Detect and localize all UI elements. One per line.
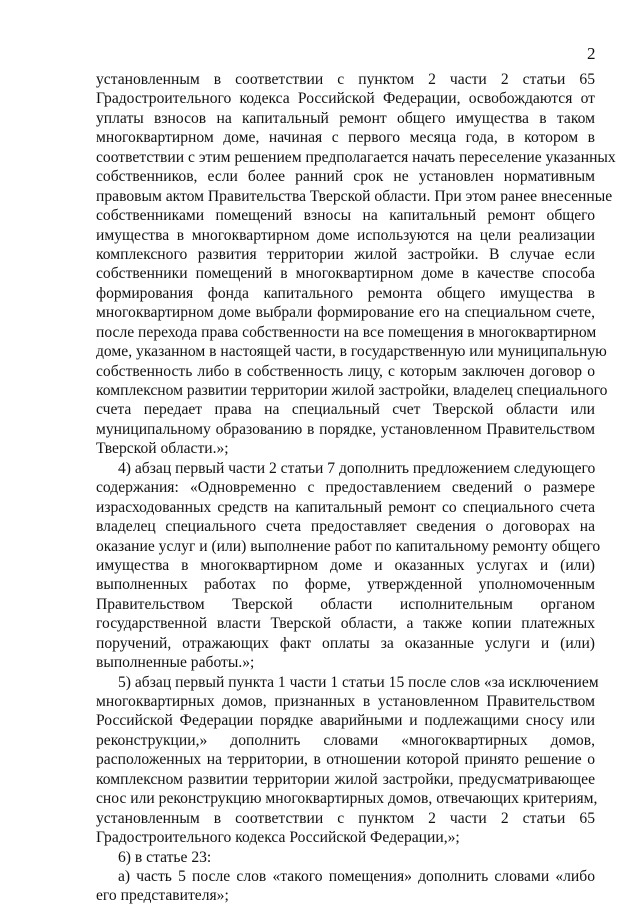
text-line: Градостроительного кодекса Российской Федерации,»; bbox=[96, 829, 460, 847]
text-line: Градостроительного кодекса Российской Федерации, освобождаются от bbox=[96, 90, 595, 108]
text-line: содержания: «Одновременно с предоставлением сведений о размере bbox=[96, 479, 595, 497]
text-line: израсходованных средств на капитальный ремонт со специального счета bbox=[96, 498, 595, 516]
text-line: владелец специального счета предоставляет сведения о договорах на bbox=[96, 518, 595, 536]
text-line: оказание услуг и (или) выполнение работ по капитальному ремонту общего bbox=[96, 537, 601, 555]
text-line: собственниками помещений взносы на капитальный ремонт общего bbox=[96, 207, 595, 225]
text-line: собственники помещений в многоквартирном доме в качестве способа bbox=[96, 265, 595, 283]
text-line: установленным в соответствии с пунктом 2 части 2 статьи 65 bbox=[96, 809, 595, 827]
text-line: формирования фонда капитального ремонта общего имущества в bbox=[96, 284, 595, 302]
document-body bbox=[96, 70, 616, 906]
text-line: снос или реконструкцию многоквартирных домов, отвечающих критериям, bbox=[96, 790, 598, 808]
text-line: поручений, отражающих факт оплаты за оказанные услуги и (или) bbox=[96, 634, 595, 652]
text-line: соответствии с этим решением предполагается начать переселение указанных bbox=[96, 148, 616, 166]
text-line: а) часть 5 после слов «такого помещения» дополнить словами «либо bbox=[118, 867, 595, 885]
text-line: реконструкции,» дополнить словами «многоквартирных домов, bbox=[96, 731, 595, 749]
text-line: 6) в статье 23: bbox=[118, 848, 212, 866]
text-line: многоквартирном доме, начиная с первого месяца года, в котором в bbox=[96, 129, 595, 147]
text-line: многоквартирных домов, признанных в установленном Правительством bbox=[96, 693, 595, 710]
text-line: выполненные работы.»; bbox=[96, 654, 255, 672]
text-line: расположенных на территории, в отношении которой принято решение о bbox=[96, 751, 595, 769]
text-line: уплаты взносов на капитальный ремонт общего имущества в таком bbox=[96, 109, 595, 127]
text-line: доме, указанном в настоящей части, в государственную или муниципальную bbox=[96, 343, 607, 361]
text-line: его представителя»; bbox=[96, 887, 229, 905]
page-number: 2 bbox=[587, 44, 596, 63]
text-line: Правительством Тверской области исполнительным органом bbox=[96, 595, 595, 613]
text-line: счета передает права на специальный счет Тверской области или bbox=[96, 401, 595, 419]
text-line: 5) абзац первый пункта 1 части 1 статьи 15 после слов «за исключением bbox=[118, 673, 599, 691]
text-line: муниципальному образованию в порядке, установленном Правительством bbox=[96, 420, 595, 438]
text-line: собственность либо в собственность лицу, с которым заключен договор о bbox=[96, 362, 595, 380]
text-line: Российской Федерации порядке аварийными и подлежащими сносу или bbox=[96, 712, 595, 730]
text-line: 4) абзац первый части 2 статьи 7 дополнить предложением следующего bbox=[118, 459, 596, 477]
text-line: комплексном развитии территории жилой застройки, предусматривающее bbox=[96, 770, 595, 788]
text-line: имущества в многоквартирном доме и оказанных услугах и (или) bbox=[96, 556, 595, 574]
text-line: комплексном развитии территории жилой застройки, владелец специального bbox=[96, 382, 608, 399]
text-line: комплексного развития территории жилой застройки. В случае если bbox=[96, 245, 595, 263]
text-line: после перехода права собственности на все помещения в многоквартирном bbox=[96, 323, 597, 341]
text-line: собственников, если более ранний срок не установлен нормативным bbox=[96, 168, 595, 186]
text-line: многоквартирном доме выбрали формирование его на специальном счете, bbox=[96, 304, 595, 322]
text-line: установленным в соответствии с пунктом 2 части 2 статьи 65 bbox=[96, 71, 595, 88]
text-line: государственной власти Тверской области, а также копии платежных bbox=[96, 615, 595, 633]
text-line: выполненных работах по форме, утвержденной уполномоченным bbox=[96, 576, 595, 594]
text-line: имущества в многоквартирном доме используются на цели реализации bbox=[96, 226, 595, 244]
text-line: Тверской области.»; bbox=[96, 440, 229, 458]
text-line: правовым актом Правительства Тверской области. При этом ранее внесенные bbox=[96, 187, 613, 205]
